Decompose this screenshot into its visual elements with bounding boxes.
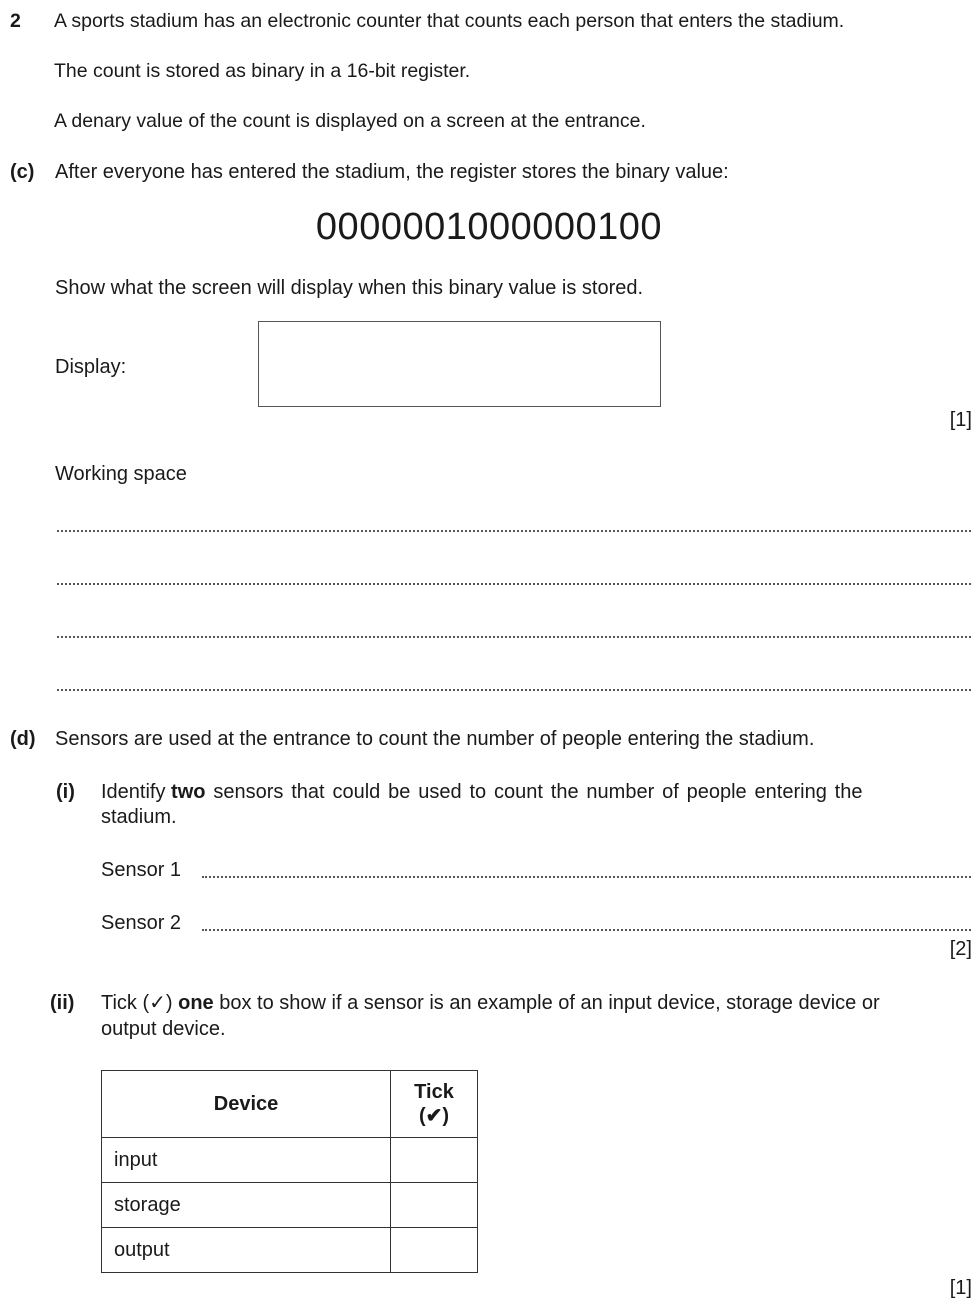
part-d-i-text-before: Identify xyxy=(101,781,172,803)
sensor-2-label: Sensor 2 xyxy=(101,912,182,934)
working-line-4[interactable] xyxy=(57,689,971,691)
part-d-ii-text-before: Tick (✓) xyxy=(101,992,179,1014)
intro-line-3: A denary value of the count is displayed on a screen at the entrance. xyxy=(54,110,646,132)
part-d-ii-marks: [1] xyxy=(949,1277,972,1299)
part-d-label: (d) xyxy=(10,728,36,750)
working-line-1[interactable] xyxy=(57,530,971,532)
part-d-i-text-after: sensors that could be used to count the number of people entering the xyxy=(205,781,863,803)
working-line-2[interactable] xyxy=(57,583,971,585)
table-row xyxy=(102,1183,478,1228)
part-d-i-text-bold: two xyxy=(171,781,206,803)
part-d-ii-text-after: box to show if a sensor is an example of an input device, storage device or xyxy=(213,992,880,1014)
working-space-label: Working space xyxy=(55,463,187,485)
header-device: Device xyxy=(102,1071,391,1138)
working-line-3[interactable] xyxy=(57,636,971,638)
part-d-ii-text-bold: one xyxy=(178,992,214,1014)
header-tick-mark: (✔) xyxy=(418,1105,450,1127)
part-c-instruction: Show what the screen will display when this binary value is stored. xyxy=(55,277,644,299)
part-d-stem: Sensors are used at the entrance to count the number of people entering the stadium. xyxy=(55,728,815,750)
device-cell-output: output xyxy=(102,1228,391,1273)
display-label: Display: xyxy=(55,356,127,378)
part-d-ii-text-line2: output device. xyxy=(101,1018,226,1040)
part-d-ii-label: (ii) xyxy=(50,992,75,1014)
table-header-row xyxy=(102,1071,478,1138)
tick-box-input[interactable] xyxy=(391,1138,478,1183)
part-d-i-text-line2: stadium. xyxy=(101,806,177,828)
device-cell-storage: storage xyxy=(102,1183,391,1228)
table-row xyxy=(102,1228,478,1273)
tick-box-output[interactable] xyxy=(391,1228,478,1273)
display-answer-box[interactable] xyxy=(258,321,661,407)
binary-value: 0000001000000100 xyxy=(315,206,663,248)
part-d-i-label: (i) xyxy=(56,781,75,803)
part-d-i-text-line1 xyxy=(101,780,973,804)
table-row xyxy=(102,1138,478,1183)
part-d-ii-text-line1 xyxy=(101,991,880,1015)
header-tick xyxy=(391,1071,478,1138)
intro-line-2: The count is stored as binary in a 16-bit register. xyxy=(54,60,471,82)
sensor-2-answer-line[interactable] xyxy=(202,929,971,931)
sensor-1-answer-line[interactable] xyxy=(202,876,971,878)
intro-line-1: A sports stadium has an electronic counter that counts each person that enters the stadium. xyxy=(54,10,845,32)
tick-box-storage[interactable] xyxy=(391,1183,478,1228)
header-tick-word: Tick xyxy=(414,1081,454,1103)
part-c-marks: [1] xyxy=(949,409,972,431)
device-tick-table xyxy=(101,1070,478,1273)
part-c-label: (c) xyxy=(10,161,35,183)
sensor-1-label: Sensor 1 xyxy=(101,859,182,881)
part-c-stem: After everyone has entered the stadium, the register stores the binary value: xyxy=(55,161,729,183)
device-cell-input: input xyxy=(102,1138,391,1183)
question-number: 2 xyxy=(10,10,21,32)
part-d-i-marks: [2] xyxy=(949,938,972,960)
